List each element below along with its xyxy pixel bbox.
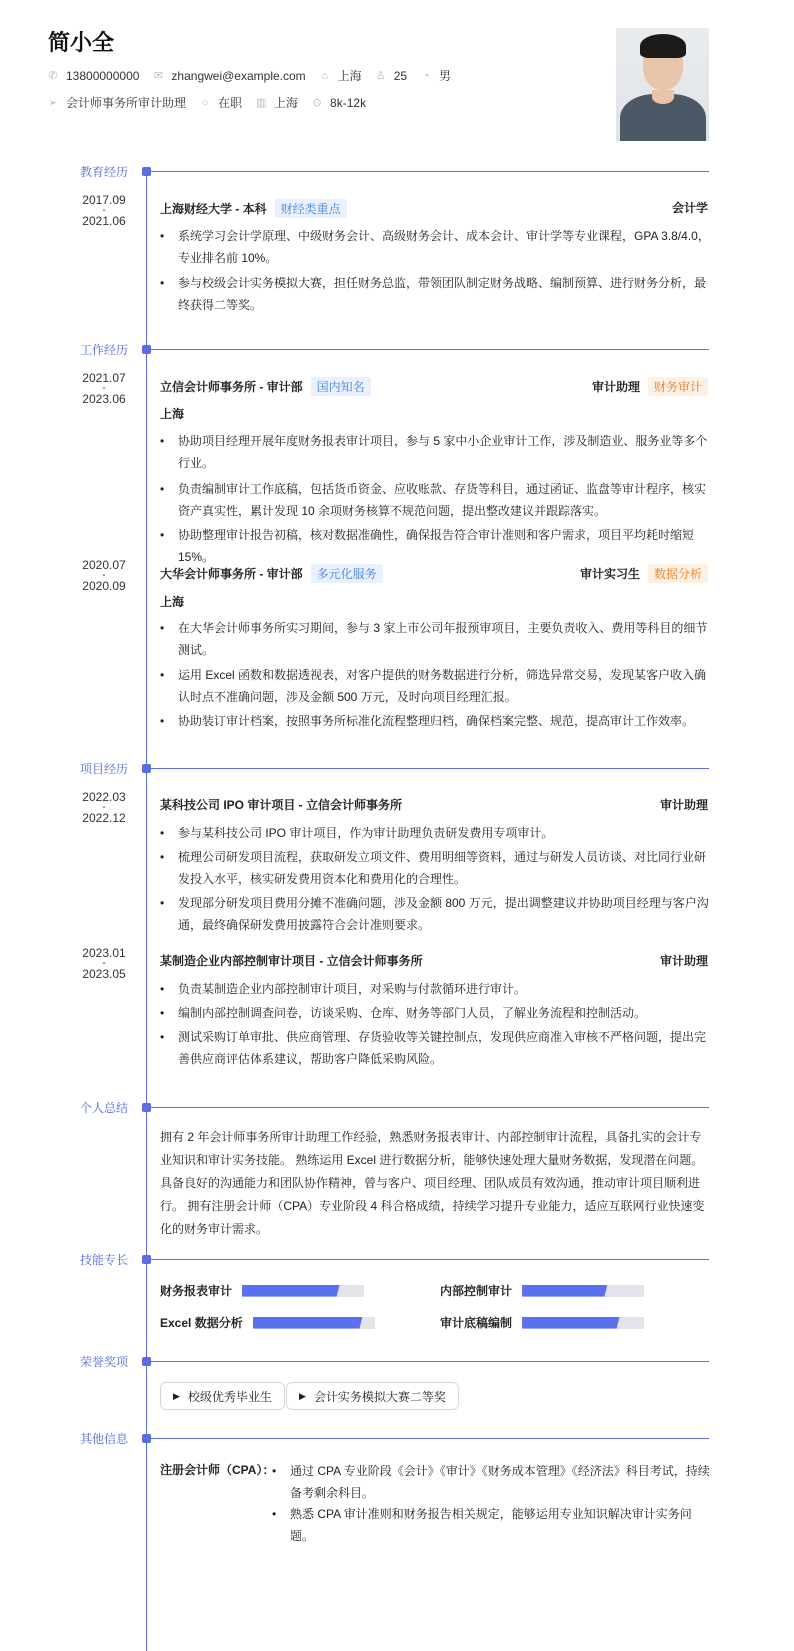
skill-bar <box>242 1285 364 1297</box>
bullet: • 负责某制造企业内部控制审计项目，对采购与付款循环进行审计。 <box>160 979 710 1001</box>
divider <box>146 768 709 769</box>
location: 上海 <box>160 407 185 421</box>
tag: 国内知名 <box>311 377 371 396</box>
mail-icon: ✉ <box>153 70 164 82</box>
company: 大华会计师事务所 - 审计部 <box>160 567 303 581</box>
target-job: 会计师事务所审计助理 <box>66 96 187 110</box>
bullet: • 编制内部控制调查问卷，访谈采购、仓库、财务等部门人员，了解业务流程和控制活动。 <box>160 1003 710 1025</box>
section-title: 教育经历 <box>80 165 129 179</box>
candidate-name: 简小全 <box>48 30 115 55</box>
job-intent-row <box>48 94 380 111</box>
skill-bar <box>253 1317 375 1329</box>
major: 会计学 <box>671 201 708 215</box>
role: 审计实习生 <box>579 567 640 581</box>
role: 审计助理 <box>659 954 708 968</box>
triangle-icon: ▶ <box>173 1390 180 1401</box>
tag: 数据分析 <box>648 564 708 583</box>
send-icon: ➢ <box>48 97 58 109</box>
bullet: • 在大华会计师事务所实习期间，参与 3 家上市公司年报预审项目，主要负责收入、费用等科目的细节测试。 <box>160 618 710 661</box>
age: 25 <box>393 68 408 83</box>
skill-item: 审计底稿编制 <box>440 1314 644 1331</box>
bullet: • 协助项目经理开展年度财务报表审计项目，参与 5 家中小企业审计工作，涉及制造业、服务业等多个行业。 <box>160 431 710 474</box>
bullet: • 测试采购订单审批、供应商管理、存货验收等关键控制点，发现供应商准入审核不严格问题，提出完善供应商评估体系建议，帮助客户降低采购风险。 <box>160 1027 710 1070</box>
role: 审计助理 <box>591 380 640 394</box>
project-name: 某科技公司 IPO 审计项目 - 立信会计师事务所 <box>160 798 403 812</box>
age-icon: ♙ <box>375 70 386 82</box>
other-label: 注册会计师（CPA）： <box>160 1463 275 1477</box>
section-title: 荣誉奖项 <box>80 1355 129 1369</box>
building-icon: ▥ <box>256 97 267 109</box>
bullet: • 梳理公司研发项目流程，获取研发立项文件、费用明细等资料，通过与研发人员访谈、对比同行业研发投入水平，核实研发费用资本化和费用化的合理性。 <box>160 847 710 890</box>
target-city: 上海 <box>274 96 299 110</box>
bullet: • 协助装订审计档案，按照事务所标准化流程整理归档，确保档案完整、规范，提高审计工作效率。 <box>160 711 710 733</box>
bullet: • 发现部分研发项目费用分摊不准确问题，涉及金额 800 万元，提出调整建议并协助项目经理与客户沟通，最终确保研发费用披露符合会计准则要求。 <box>160 893 710 936</box>
role: 审计助理 <box>659 798 708 812</box>
skill-bar-fill <box>253 1317 363 1329</box>
date-range: 2017.09 - 2021.06 <box>82 193 126 228</box>
section-title: 技能专长 <box>80 1253 129 1267</box>
timeline-line <box>146 171 147 1651</box>
bullet: • 协助整理审计报告初稿，核对数据准确性，确保报告符合审计准则和客户需求，项目平均耗时缩短 15%。 <box>160 525 710 568</box>
section-title: 项目经历 <box>80 762 129 776</box>
triangle-icon: ▶ <box>299 1390 306 1401</box>
company: 立信会计师事务所 - 审计部 <box>160 380 303 394</box>
gender: 男 <box>439 69 452 83</box>
location: 上海 <box>160 595 185 609</box>
skill-item: 财务报表审计 <box>160 1282 364 1299</box>
city: 上海 <box>337 69 362 83</box>
bullet: • 通过 CPA 专业阶段《会计》《审计》《财务成本管理》《经济法》科目考试，持续备考剩余科目。 <box>272 1461 712 1504</box>
bullet: • 熟悉 CPA 审计准则和财务报告相关规定，能够运用专业知识解决审计实务问题。 <box>272 1504 712 1547</box>
section-title: 工作经历 <box>80 343 129 357</box>
skill-bar-fill <box>522 1285 607 1297</box>
tag: 多元化服务 <box>311 564 383 583</box>
salary-icon: ⊙ <box>312 97 322 109</box>
bullet: • 负责编制审计工作底稿，包括货币资金、应收账款、存货等科目，通过函证、监盘等审计程序，核实资产真实性，累计发现 10 余项财务核算不规范问题，提出整改建议并跟踪落实。 <box>160 479 710 522</box>
bullet: • 参与校级会计实务模拟大赛，担任财务总监，带领团队制定财务战略、编制预算、进行财务分析，最终获得二等奖。 <box>160 273 710 316</box>
school: 上海财经大学 - 本科 <box>160 202 267 216</box>
status-icon: ○ <box>201 96 209 109</box>
award-chip: ▶ 会计实务模拟大赛二等奖 <box>286 1382 459 1410</box>
section-title: 其他信息 <box>80 1432 129 1446</box>
award-chip: ▶ 校级优秀毕业生 <box>160 1382 285 1410</box>
tag: 财经类重点 <box>275 199 347 218</box>
divider <box>146 349 709 350</box>
contact-row <box>48 67 465 84</box>
skill-bar-fill <box>242 1285 340 1297</box>
skill-bar <box>522 1317 644 1329</box>
gender-icon: ◔ <box>422 69 430 82</box>
divider <box>146 171 709 172</box>
skill-item: 内部控制审计 <box>440 1282 644 1299</box>
summary-text: 拥有 2 年会计师事务所审计助理工作经验，熟悉财务报表审计、内部控制审计流程，具备扎实的会计专业知识和审计实务技能。 熟练运用 Excel 进行数据分析，能够快速处理大量财务数据，发现潜在问题。 具备良好的沟通能力和团队协作精神，曾与客户、项目经理、团队成员有效沟通，推动审计项目顺利进行。 拥有注册会计师（CPA）专业阶段 4 科合格成绩，持续学习提升专业能力，适应互联网行业快速变化的财务审计需求。 <box>160 1130 705 1236</box>
bullet: • 系统学习会计学原理、中级财务会计、高级财务会计、成本会计、审计学等专业课程，GPA 3.8/4.0，专业排名前 10%。 <box>160 226 710 269</box>
divider <box>146 1438 709 1439</box>
phone: 13800000000 <box>66 68 140 83</box>
email: zhangwei@example.com <box>171 68 306 83</box>
divider <box>146 1361 709 1362</box>
skill-item: Excel 数据分析 <box>160 1314 375 1331</box>
skill-bar-fill <box>522 1317 620 1329</box>
avatar <box>616 28 709 141</box>
divider <box>146 1259 709 1260</box>
tag: 财务审计 <box>648 377 708 396</box>
bullet: • 参与某科技公司 IPO 审计项目，作为审计助理负责研发费用专项审计。 <box>160 823 710 845</box>
skill-bar <box>522 1285 644 1297</box>
status: 在职 <box>218 96 243 110</box>
salary: 8k-12k <box>330 95 367 110</box>
section-title: 个人总结 <box>80 1101 129 1115</box>
bullet: • 运用 Excel 函数和数据透视表，对客户提供的财务数据进行分析，筛选异常交易，发现某客户收入确认时点不准确问题，涉及金额 500 万元，及时向项目经理汇报。 <box>160 665 710 708</box>
phone-icon: ✆ <box>48 70 58 82</box>
home-icon: ⌂ <box>321 69 328 82</box>
project-name: 某制造企业内部控制审计项目 - 立信会计师事务所 <box>160 954 423 968</box>
divider <box>146 1107 709 1108</box>
